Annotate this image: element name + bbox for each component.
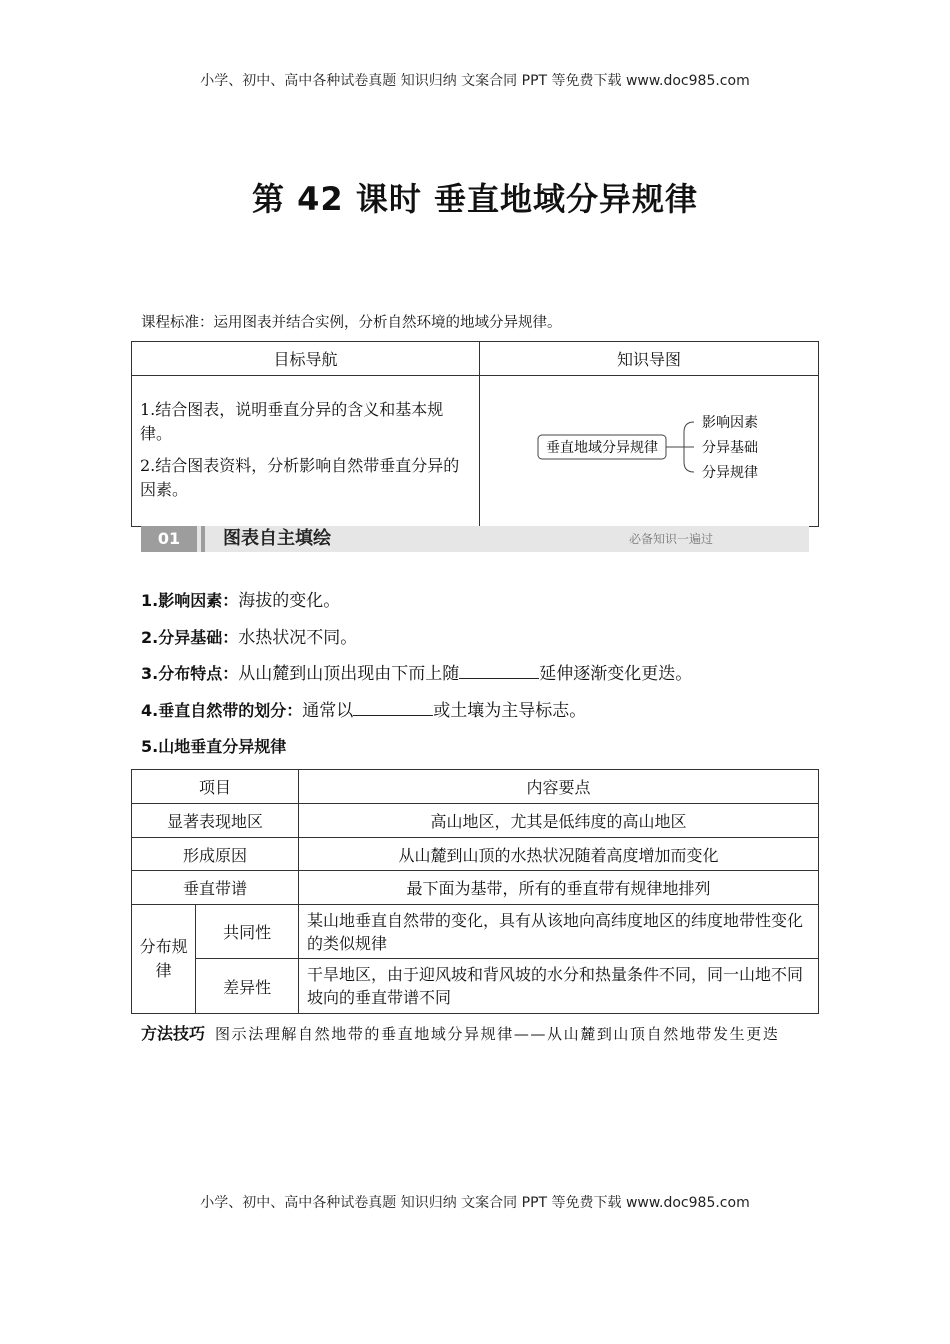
table2-row-3-value: 最下面为基带，所有的垂直带有规律地排列 bbox=[299, 871, 819, 905]
item-4 bbox=[141, 699, 586, 723]
table2-header-item: 项目 bbox=[132, 770, 299, 804]
item-5 bbox=[141, 735, 286, 759]
table2-row-1-label: 显著表现地区 bbox=[132, 804, 299, 838]
table-row bbox=[132, 804, 819, 838]
page-header: 小学、初中、高中各种试卷真题 知识归纳 文案合同 PPT 等免费下载 www.doc985.com bbox=[200, 73, 750, 89]
goals-header: 目标导航 bbox=[132, 342, 480, 376]
goal-1: 1.结合图表，说明垂直分异的含义和基本规律。 bbox=[140, 400, 444, 443]
mindmap-diagram bbox=[480, 376, 818, 526]
course-standard: 课程标准：运用图表并结合实例，分析自然环境的地域分异规律。 bbox=[141, 315, 562, 331]
mindmap-branch-1: 影响因素 bbox=[702, 415, 758, 431]
mindmap-branch-2: 分异基础 bbox=[702, 440, 758, 456]
table2-header-content: 内容要点 bbox=[299, 770, 819, 804]
table2-sub-2-value: 干旱地区，由于迎风坡和背风坡的水分和热量条件不同，同一山地不同坡向的垂直带谱不同 bbox=[299, 959, 819, 1014]
table2-sub-1-label: 共同性 bbox=[196, 905, 299, 959]
item-5-label: 5.山地垂直分异规律 bbox=[141, 737, 287, 756]
table2-sub-1-value: 某山地垂直自然带的变化，具有从该地向高纬度地区的纬度地带性变化的类似规律 bbox=[299, 905, 819, 959]
item-4-post: 或土壤为主导标志。 bbox=[433, 701, 587, 721]
mindmap-root: 垂直地域分异规律 bbox=[546, 440, 658, 456]
table2-sub-2-label: 差异性 bbox=[196, 959, 299, 1014]
item-2 bbox=[141, 626, 357, 650]
section-title: 图表自主填绘 bbox=[223, 528, 331, 549]
vertical-zonation-table bbox=[131, 769, 819, 1014]
table2-row-2-label: 形成原因 bbox=[132, 838, 299, 871]
fill-blank-1[interactable] bbox=[459, 662, 539, 679]
section-separator bbox=[201, 526, 205, 552]
table2-row-3-label: 垂直带谱 bbox=[132, 871, 299, 905]
fill-blank-2[interactable] bbox=[353, 699, 433, 716]
table-row bbox=[132, 871, 819, 905]
item-3-post: 延伸逐渐变化更迭。 bbox=[539, 664, 693, 684]
table-row bbox=[132, 959, 819, 1014]
item-1-label: 1.影响因素： bbox=[141, 591, 239, 610]
item-3-pre: 从山麓到山顶出现由下而上随 bbox=[238, 664, 460, 684]
mindmap-header: 知识导图 bbox=[480, 342, 819, 376]
mindmap-cell bbox=[480, 376, 819, 527]
table-row bbox=[132, 838, 819, 871]
method-text: 图示法理解自然地带的垂直地域分异规律——从山麓到山顶自然地带发生更迭 bbox=[215, 1025, 780, 1043]
item-2-text: 水热状况不同。 bbox=[238, 628, 358, 648]
goal-2: 2.结合图表资料，分析影响自然带垂直分异的因素。 bbox=[140, 456, 460, 499]
page-title: 第 42 课时 垂直地域分异规律 bbox=[252, 180, 698, 218]
item-3-label: 3.分布特点： bbox=[141, 664, 239, 683]
method-label: 方法技巧 bbox=[141, 1024, 206, 1043]
section-banner bbox=[141, 526, 809, 552]
table2-group-label: 分布规律 bbox=[132, 905, 196, 1014]
table-row bbox=[132, 905, 819, 959]
item-2-label: 2.分异基础： bbox=[141, 628, 239, 647]
item-4-pre: 通常以 bbox=[302, 701, 354, 721]
section-subtitle: 必备知识一遍过 bbox=[628, 532, 713, 546]
table2-row-2-value: 从山麓到山顶的水热状况随着高度增加而变化 bbox=[299, 838, 819, 871]
table2-row-1-value: 高山地区，尤其是低纬度的高山地区 bbox=[299, 804, 819, 838]
section-number: 01 bbox=[141, 526, 197, 552]
goals-cell bbox=[132, 376, 480, 527]
page-footer: 小学、初中、高中各种试卷真题 知识归纳 文案合同 PPT 等免费下载 www.doc985.com bbox=[200, 1195, 750, 1211]
item-1 bbox=[141, 589, 340, 613]
item-3 bbox=[141, 662, 692, 686]
item-1-text: 海拔的变化。 bbox=[238, 591, 341, 611]
method-tip bbox=[141, 1017, 811, 1051]
item-4-label: 4.垂直自然带的划分： bbox=[141, 701, 303, 720]
mindmap-branch-3: 分异规律 bbox=[702, 465, 758, 481]
goals-table bbox=[131, 341, 819, 527]
